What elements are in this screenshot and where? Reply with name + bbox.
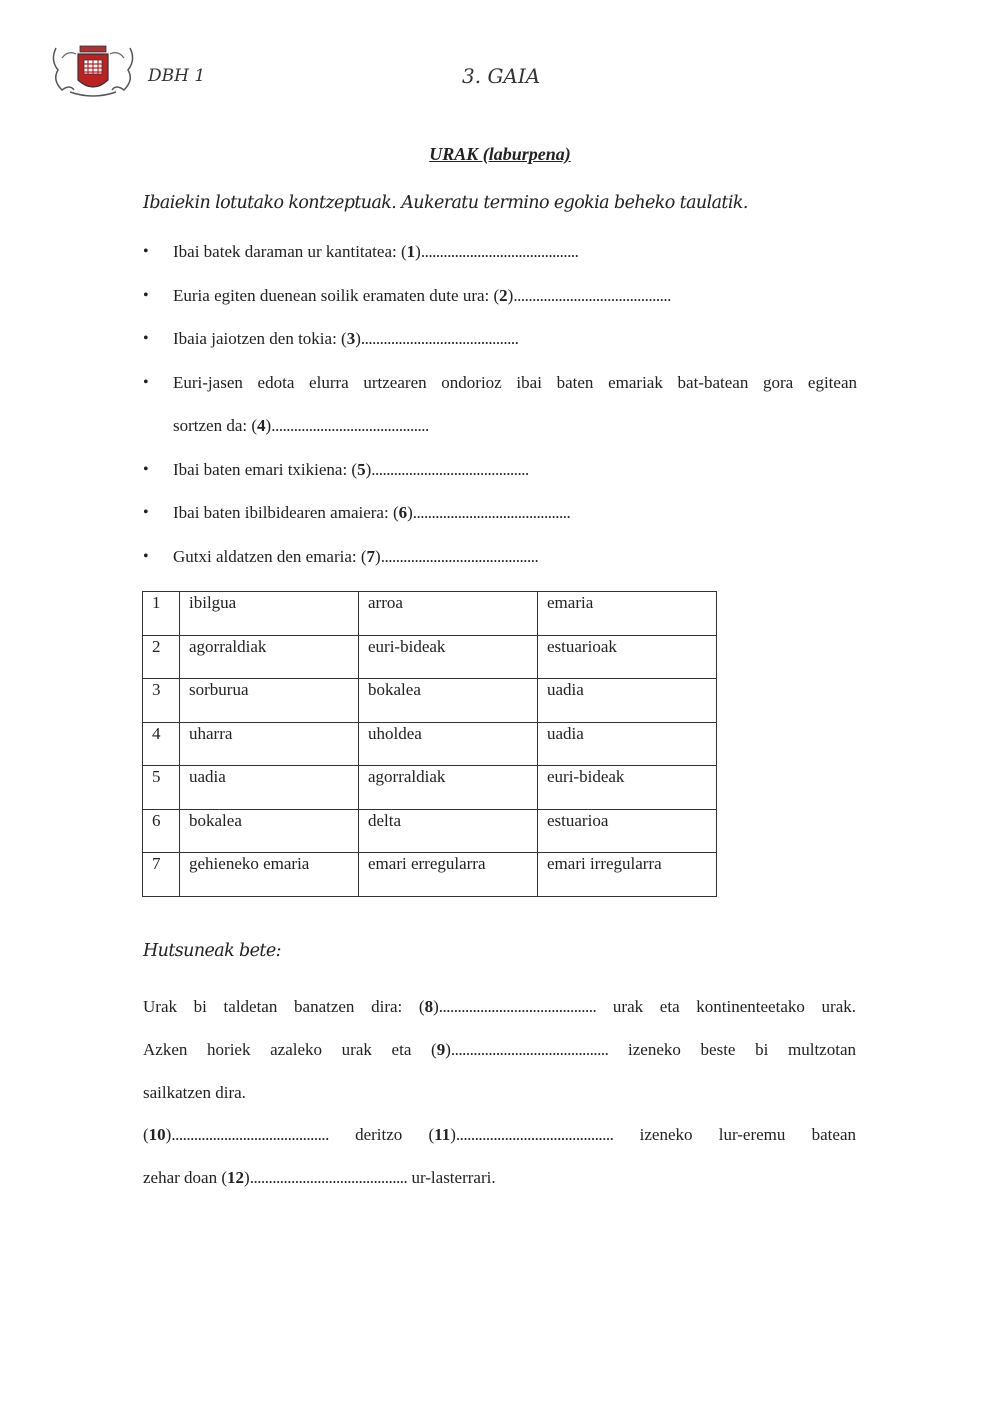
option-cell: uharra	[180, 722, 359, 766]
answer-blank[interactable]: ..........................................	[438, 997, 597, 1016]
option-cell: uadia	[538, 679, 717, 723]
answer-blank[interactable]: ..........................................	[455, 1125, 614, 1144]
question-item: • Ibai batek daraman ur kantitatea: (1)..........................................	[143, 230, 857, 274]
table-row	[143, 635, 717, 679]
option-cell: emari irregularra	[538, 853, 717, 897]
row-number: 5	[143, 766, 180, 810]
option-cell: estuarioa	[538, 809, 717, 853]
options-table	[142, 591, 717, 897]
table-row	[143, 679, 717, 723]
option-cell: emaria	[538, 592, 717, 636]
option-cell: ibilgua	[180, 592, 359, 636]
option-cell: agorraldiak	[180, 635, 359, 679]
answer-blank[interactable]: ..........................................	[371, 459, 529, 479]
option-cell: uadia	[180, 766, 359, 810]
answer-blank[interactable]: ..........................................	[450, 1040, 609, 1059]
option-cell: uadia	[538, 722, 717, 766]
table-row	[143, 766, 717, 810]
unit-label: 3. GAIA	[462, 64, 541, 88]
row-number: 4	[143, 722, 180, 766]
answer-blank[interactable]: ..........................................	[412, 503, 571, 522]
option-cell: bokalea	[359, 679, 538, 723]
question-item: • Ibai baten ibilbidearen amaiera: (6)..........................................	[143, 491, 857, 535]
fill-paragraph-2: (10).......................................... deritzo (11).......................................... izeneko lur-eremu batean zehar doan (12).......................................... ur-lasterrari.	[143, 1125, 856, 1187]
answer-blank[interactable]: ..........................................	[420, 242, 579, 261]
answer-blank[interactable]: ..........................................	[360, 329, 519, 348]
school-crest-logo	[48, 40, 138, 100]
answer-blank[interactable]: ..........................................	[380, 546, 539, 566]
option-cell: estuarioak	[538, 635, 717, 679]
table-row	[143, 722, 717, 766]
answer-blank[interactable]: ..........................................	[171, 1125, 329, 1144]
table-row	[143, 592, 717, 636]
page-title: URAK (laburpena)	[429, 144, 571, 164]
option-cell: arroa	[359, 592, 538, 636]
option-cell: uholdea	[359, 722, 538, 766]
question-item: • Ibai baten emari txikiena: (5)..........................................	[143, 448, 857, 492]
option-cell: gehieneko emaria	[180, 853, 359, 897]
question-list	[143, 230, 857, 578]
option-cell: euri-bideak	[359, 635, 538, 679]
row-number: 6	[143, 809, 180, 853]
question-item: • Ibaia jaiotzen den tokia: (3)..........................................	[143, 317, 857, 361]
question-item: • Gutxi aldatzen den emaria: (7)..........................................	[143, 535, 857, 579]
row-number: 3	[143, 679, 180, 723]
answer-blank[interactable]: ..........................................	[513, 285, 671, 305]
fill-blanks-heading: Hutsuneak bete:	[143, 941, 281, 961]
instructions-heading: Ibaiekin lotutako kontzeptuak. Aukeratu termino egokia beheko taulatik.	[143, 193, 748, 213]
row-number: 7	[143, 853, 180, 897]
answer-blank[interactable]: ..........................................	[249, 1168, 408, 1187]
table-row	[143, 809, 717, 853]
table-row	[143, 853, 717, 897]
option-cell: agorraldiak	[359, 766, 538, 810]
row-number: 1	[143, 592, 180, 636]
option-cell: bokalea	[180, 809, 359, 853]
option-cell: emari erregularra	[359, 853, 538, 897]
option-cell: euri-bideak	[538, 766, 717, 810]
course-level-label: DBH 1	[148, 66, 206, 86]
question-item: • Euri-jasen edota elurra urtzearen ondorioz ibai baten emariak bat-batean gora egitean sortzen da: (4)..........................................	[143, 361, 857, 448]
option-cell: delta	[359, 809, 538, 853]
row-number: 2	[143, 635, 180, 679]
answer-blank[interactable]: ..........................................	[271, 416, 429, 435]
question-item: • Euria egiten duenean soilik eramaten dute ura: (2)..........................................	[143, 274, 857, 318]
fill-paragraph-1: Urak bi taldetan banatzen dira: (8).......................................... urak eta kontinenteetako urak. Azken horiek azaleko urak eta (9).......................................... izeneko beste bi multzotan sailkatzen dira.	[143, 997, 856, 1102]
option-cell: sorburua	[180, 679, 359, 723]
